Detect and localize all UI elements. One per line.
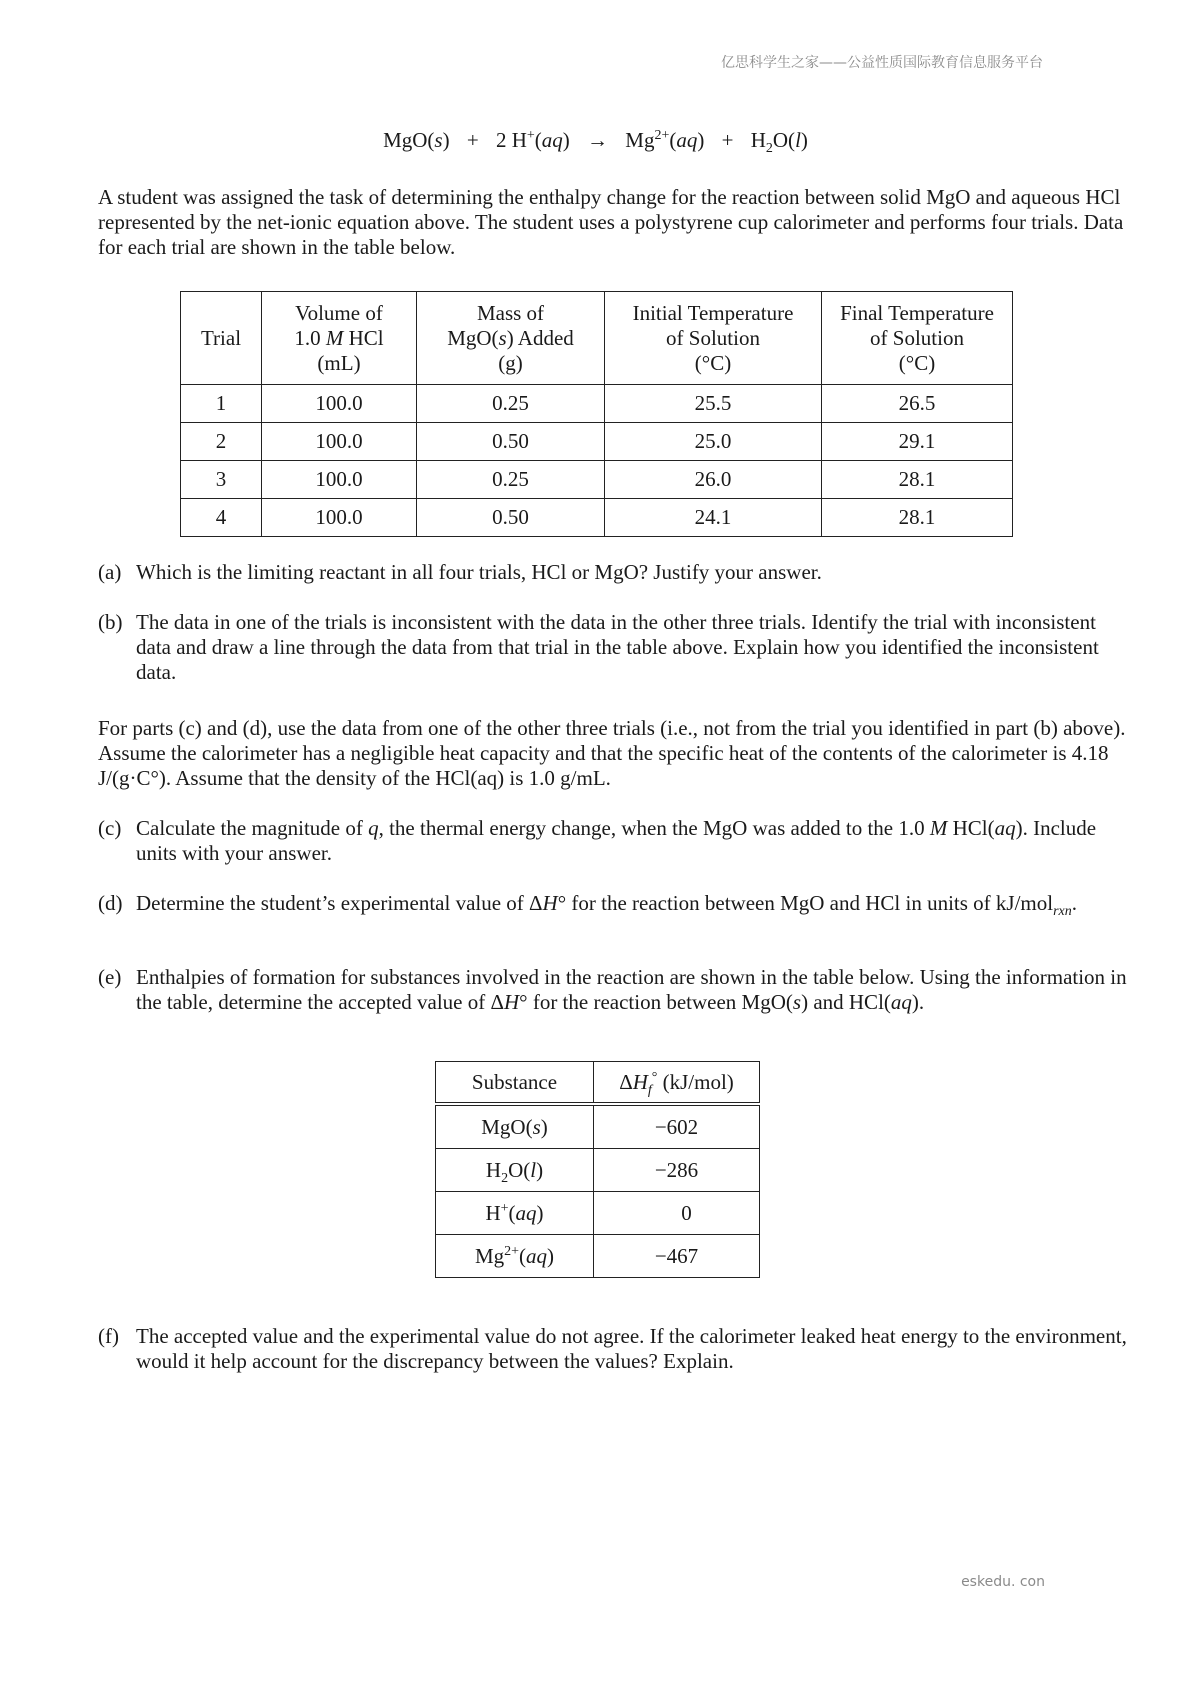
col-header-enthalpy: $\Delta H_f^\circ$ (kJ/mol) — [594, 1062, 760, 1105]
net-ionic-equation — [0, 128, 1191, 157]
question-text: Determine the student’s experimental value of ΔH° for the reaction between MgO and HCl in units of kJ/mol$_{rxn}$. — [136, 891, 1078, 920]
cell-initial-temp: 26.0 — [605, 461, 822, 499]
question-text: The accepted value and the experimental value do not agree. If the calorimeter leaked heat energy to the environment, would it help account for the discrepancy between the values? Explain. — [136, 1324, 1127, 1373]
cell-enthalpy: −286 — [594, 1149, 760, 1192]
question-text: Which is the limiting reactant in all four trials, HCl or MgO? Justify your answer. — [136, 560, 822, 584]
cell-enthalpy: −602 — [594, 1104, 760, 1149]
cell-volume: 100.0 — [262, 423, 417, 461]
intro-paragraph: A student was assigned the task of determining the enthalpy change for the reaction between solid MgO and aqueous HCl represented by the net-ionic equation above. The student uses a polystyrene cup calorimeter and performs four trials. Data for each trial are shown in the table below. — [98, 185, 1124, 259]
eq-mgo: MgO(s) — [383, 128, 450, 152]
cell-enthalpy: −467 — [594, 1235, 760, 1278]
cell-substance: MgO(s) — [436, 1104, 594, 1149]
cell-mass: 0.25 — [417, 385, 605, 423]
table-row — [181, 461, 1013, 499]
question-d — [98, 891, 1128, 920]
question-label: (b) — [98, 610, 123, 634]
cell-initial-temp: 25.0 — [605, 423, 822, 461]
table-row — [436, 1104, 760, 1149]
question-b — [98, 610, 1128, 685]
parts-c-d-instructions: For parts (c) and (d), use the data from one of the other three trials (i.e., not from the trial you identified in part (b) above). Assume the calorimeter has a negligible heat capacity and that the specific heat of the contents of the calorimeter is 4.18 J/(g·C°). Assume that the density of the HCl(aq) is 1.0 g/mL. — [98, 716, 1126, 790]
cell-trial: 2 — [181, 423, 262, 461]
question-f — [98, 1324, 1128, 1374]
table-row — [181, 385, 1013, 423]
table-row — [181, 423, 1013, 461]
cell-substance: H+(aq) — [436, 1192, 594, 1235]
cell-mass: 0.50 — [417, 423, 605, 461]
cell-initial-temp: 25.5 — [605, 385, 822, 423]
question-label: (c) — [98, 816, 122, 840]
question-label: (d) — [98, 891, 123, 915]
eq-arrow: → — [587, 128, 609, 152]
question-text: The data in one of the trials is inconsistent with the data in the other three trials. Identify the trial with inconsistent data and draw a line through the data from that trial in the table above. Explain how you identified the inconsistent data. — [136, 610, 1099, 684]
eq-mg2: $Mg^{2+}(aq)$ — [625, 128, 705, 152]
table-row — [436, 1192, 760, 1235]
col-header-mass: Mass of MgO(s) Added (g) — [417, 292, 605, 385]
question-text: Enthalpies of formation for substances involved in the reaction are shown in the table below. Using the information in the table, determine the accepted value of ΔH° for the reaction between MgO(s) and HCl(aq). — [136, 965, 1127, 1014]
col-header-final-temp: Final Temperature of Solution (°C) — [822, 292, 1013, 385]
eq-water: $H_2O(l)$ — [750, 128, 808, 157]
trial-data-table — [180, 291, 1013, 537]
eq-plus: + — [466, 128, 479, 152]
page-header-watermark: 亿思科学生之家——公益性质国际教育信息服务平台 — [721, 55, 1043, 71]
col-header-substance: Substance — [436, 1062, 594, 1105]
table-row — [436, 1235, 760, 1278]
eq-hplus: 2 H+(aq) — [495, 128, 570, 152]
col-header-trial: Trial — [181, 292, 262, 385]
cell-trial: 3 — [181, 461, 262, 499]
question-label: (e) — [98, 965, 122, 989]
question-text: Calculate the magnitude of q, the thermal energy change, when the MgO was added to the 1.0 M HCl(aq). Include units with your answer. — [136, 816, 1097, 865]
question-a — [98, 560, 1128, 585]
question-e — [98, 965, 1128, 1015]
cell-substance: $H_2O(l)$ — [436, 1149, 594, 1192]
cell-mass: 0.50 — [417, 499, 605, 537]
question-c — [98, 816, 1128, 866]
page-footer-watermark: eskedu. con — [961, 1574, 1045, 1590]
cell-trial: 1 — [181, 385, 262, 423]
question-label: (f) — [98, 1324, 119, 1348]
col-header-initial-temp: Initial Temperature of Solution (°C) — [605, 292, 822, 385]
cell-initial-temp: 24.1 — [605, 499, 822, 537]
table-header-row — [181, 292, 1013, 385]
cell-mass: 0.25 — [417, 461, 605, 499]
enthalpy-of-formation-table — [435, 1061, 760, 1278]
table-row — [181, 499, 1013, 537]
cell-enthalpy: 0 — [594, 1192, 760, 1235]
cell-volume: 100.0 — [262, 461, 417, 499]
cell-trial: 4 — [181, 499, 262, 537]
cell-final-temp: 28.1 — [822, 461, 1013, 499]
cell-final-temp: 29.1 — [822, 423, 1013, 461]
col-header-volume: Volume of 1.0 M HCl (mL) — [262, 292, 417, 385]
table-row — [436, 1149, 760, 1192]
question-label: (a) — [98, 560, 122, 584]
cell-volume: 100.0 — [262, 499, 417, 537]
cell-substance: $Mg^{2+}(aq)$ — [436, 1235, 594, 1278]
eq-plus: + — [721, 128, 734, 152]
cell-final-temp: 28.1 — [822, 499, 1013, 537]
table-header-row — [436, 1062, 760, 1105]
cell-final-temp: 26.5 — [822, 385, 1013, 423]
cell-volume: 100.0 — [262, 385, 417, 423]
